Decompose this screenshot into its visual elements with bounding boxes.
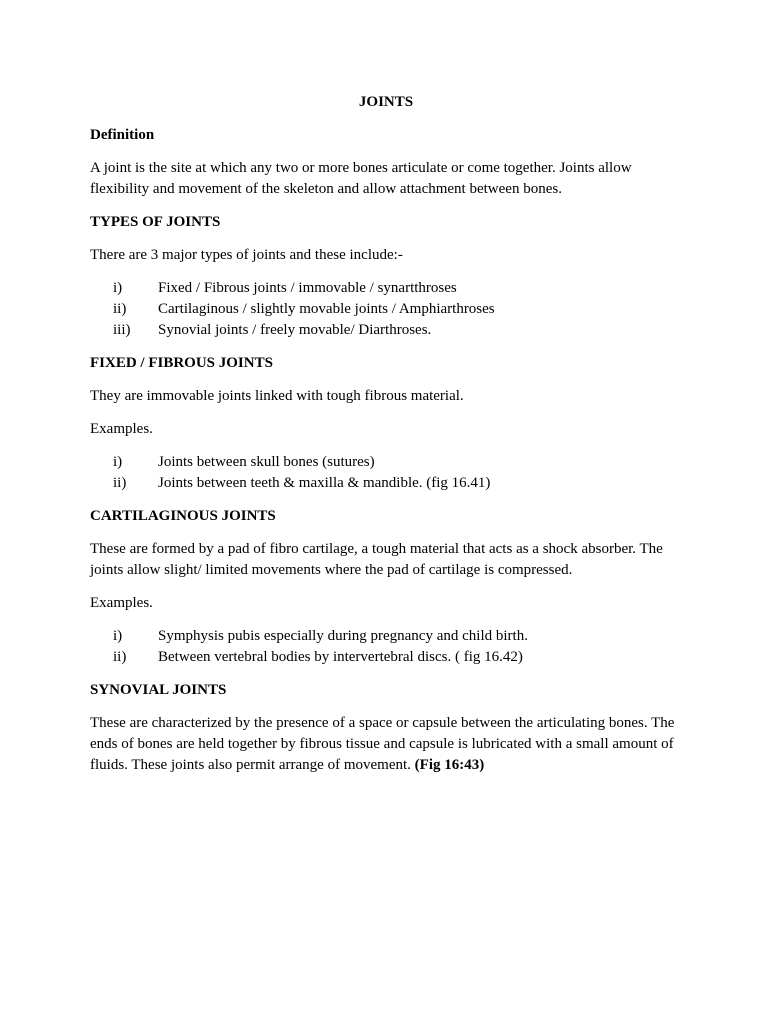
cartilaginous-examples-list [90,626,682,668]
fibrous-text: They are immovable joints linked with tough fibrous material. [90,388,464,404]
list-text: Between vertebral bodies by intervertebral discs. ( fig 16.42) [158,649,523,665]
synovial-heading: SYNOVIAL JOINTS [90,682,227,698]
types-heading: TYPES OF JOINTS [90,214,221,230]
list-item [90,278,682,299]
list-text: Joints between teeth & maxilla & mandible. (fig 16.41) [158,475,491,491]
fibrous-examples-list [90,452,682,494]
definition-text: A joint is the site at which any two or more bones articulate or come together. Joints allow flexibility and movement of the skeleton and allow attachment between bones. [90,160,632,197]
cartilaginous-text: These are formed by a pad of fibro cartilage, a tough material that acts as a shock absorber. The joints allow slight/ limited movements where the pad of cartilage is compressed. [90,541,663,578]
list-item [90,452,682,473]
list-item [90,320,682,341]
synovial-paragraph [90,713,682,776]
types-intro: There are 3 major types of joints and these include:- [90,247,403,263]
cartilaginous-heading: CARTILAGINOUS JOINTS [90,508,276,524]
document-body [90,92,682,788]
list-text: Joints between skull bones (sutures) [158,454,375,470]
list-number: i) [113,628,123,644]
types-list [90,278,682,341]
cartilaginous-examples-label: Examples. [90,595,153,611]
list-item [90,473,682,494]
list-item [90,626,682,647]
fibrous-heading: FIXED / FIBROUS JOINTS [90,355,273,371]
list-number: ii) [113,649,127,665]
definition-heading: Definition [90,127,155,143]
list-number: i) [113,454,123,470]
list-number: i) [113,280,123,296]
synovial-text: These are characterized by the presence of a space or capsule between the articulating bones. The ends of bones are held together by fibrous tissue and capsule is lubricated with a small amount of fluids. These joints also permit arrange of movement. [90,715,675,773]
list-item [90,299,682,320]
list-text: Fixed / Fibrous joints / immovable / synartthroses [158,280,457,296]
list-text: Synovial joints / freely movable/ Diarthroses. [158,322,432,338]
list-text: Cartilaginous / slightly movable joints / Amphiarthroses [158,301,495,317]
page-title: JOINTS [358,94,414,110]
fibrous-examples-label: Examples. [90,421,153,437]
list-number: ii) [113,475,127,491]
list-number: iii) [113,322,131,338]
list-item [90,647,682,668]
figure-reference: (Fig 16:43) [414,757,485,773]
list-number: ii) [113,301,127,317]
list-text: Symphysis pubis especially during pregnancy and child birth. [158,628,528,644]
